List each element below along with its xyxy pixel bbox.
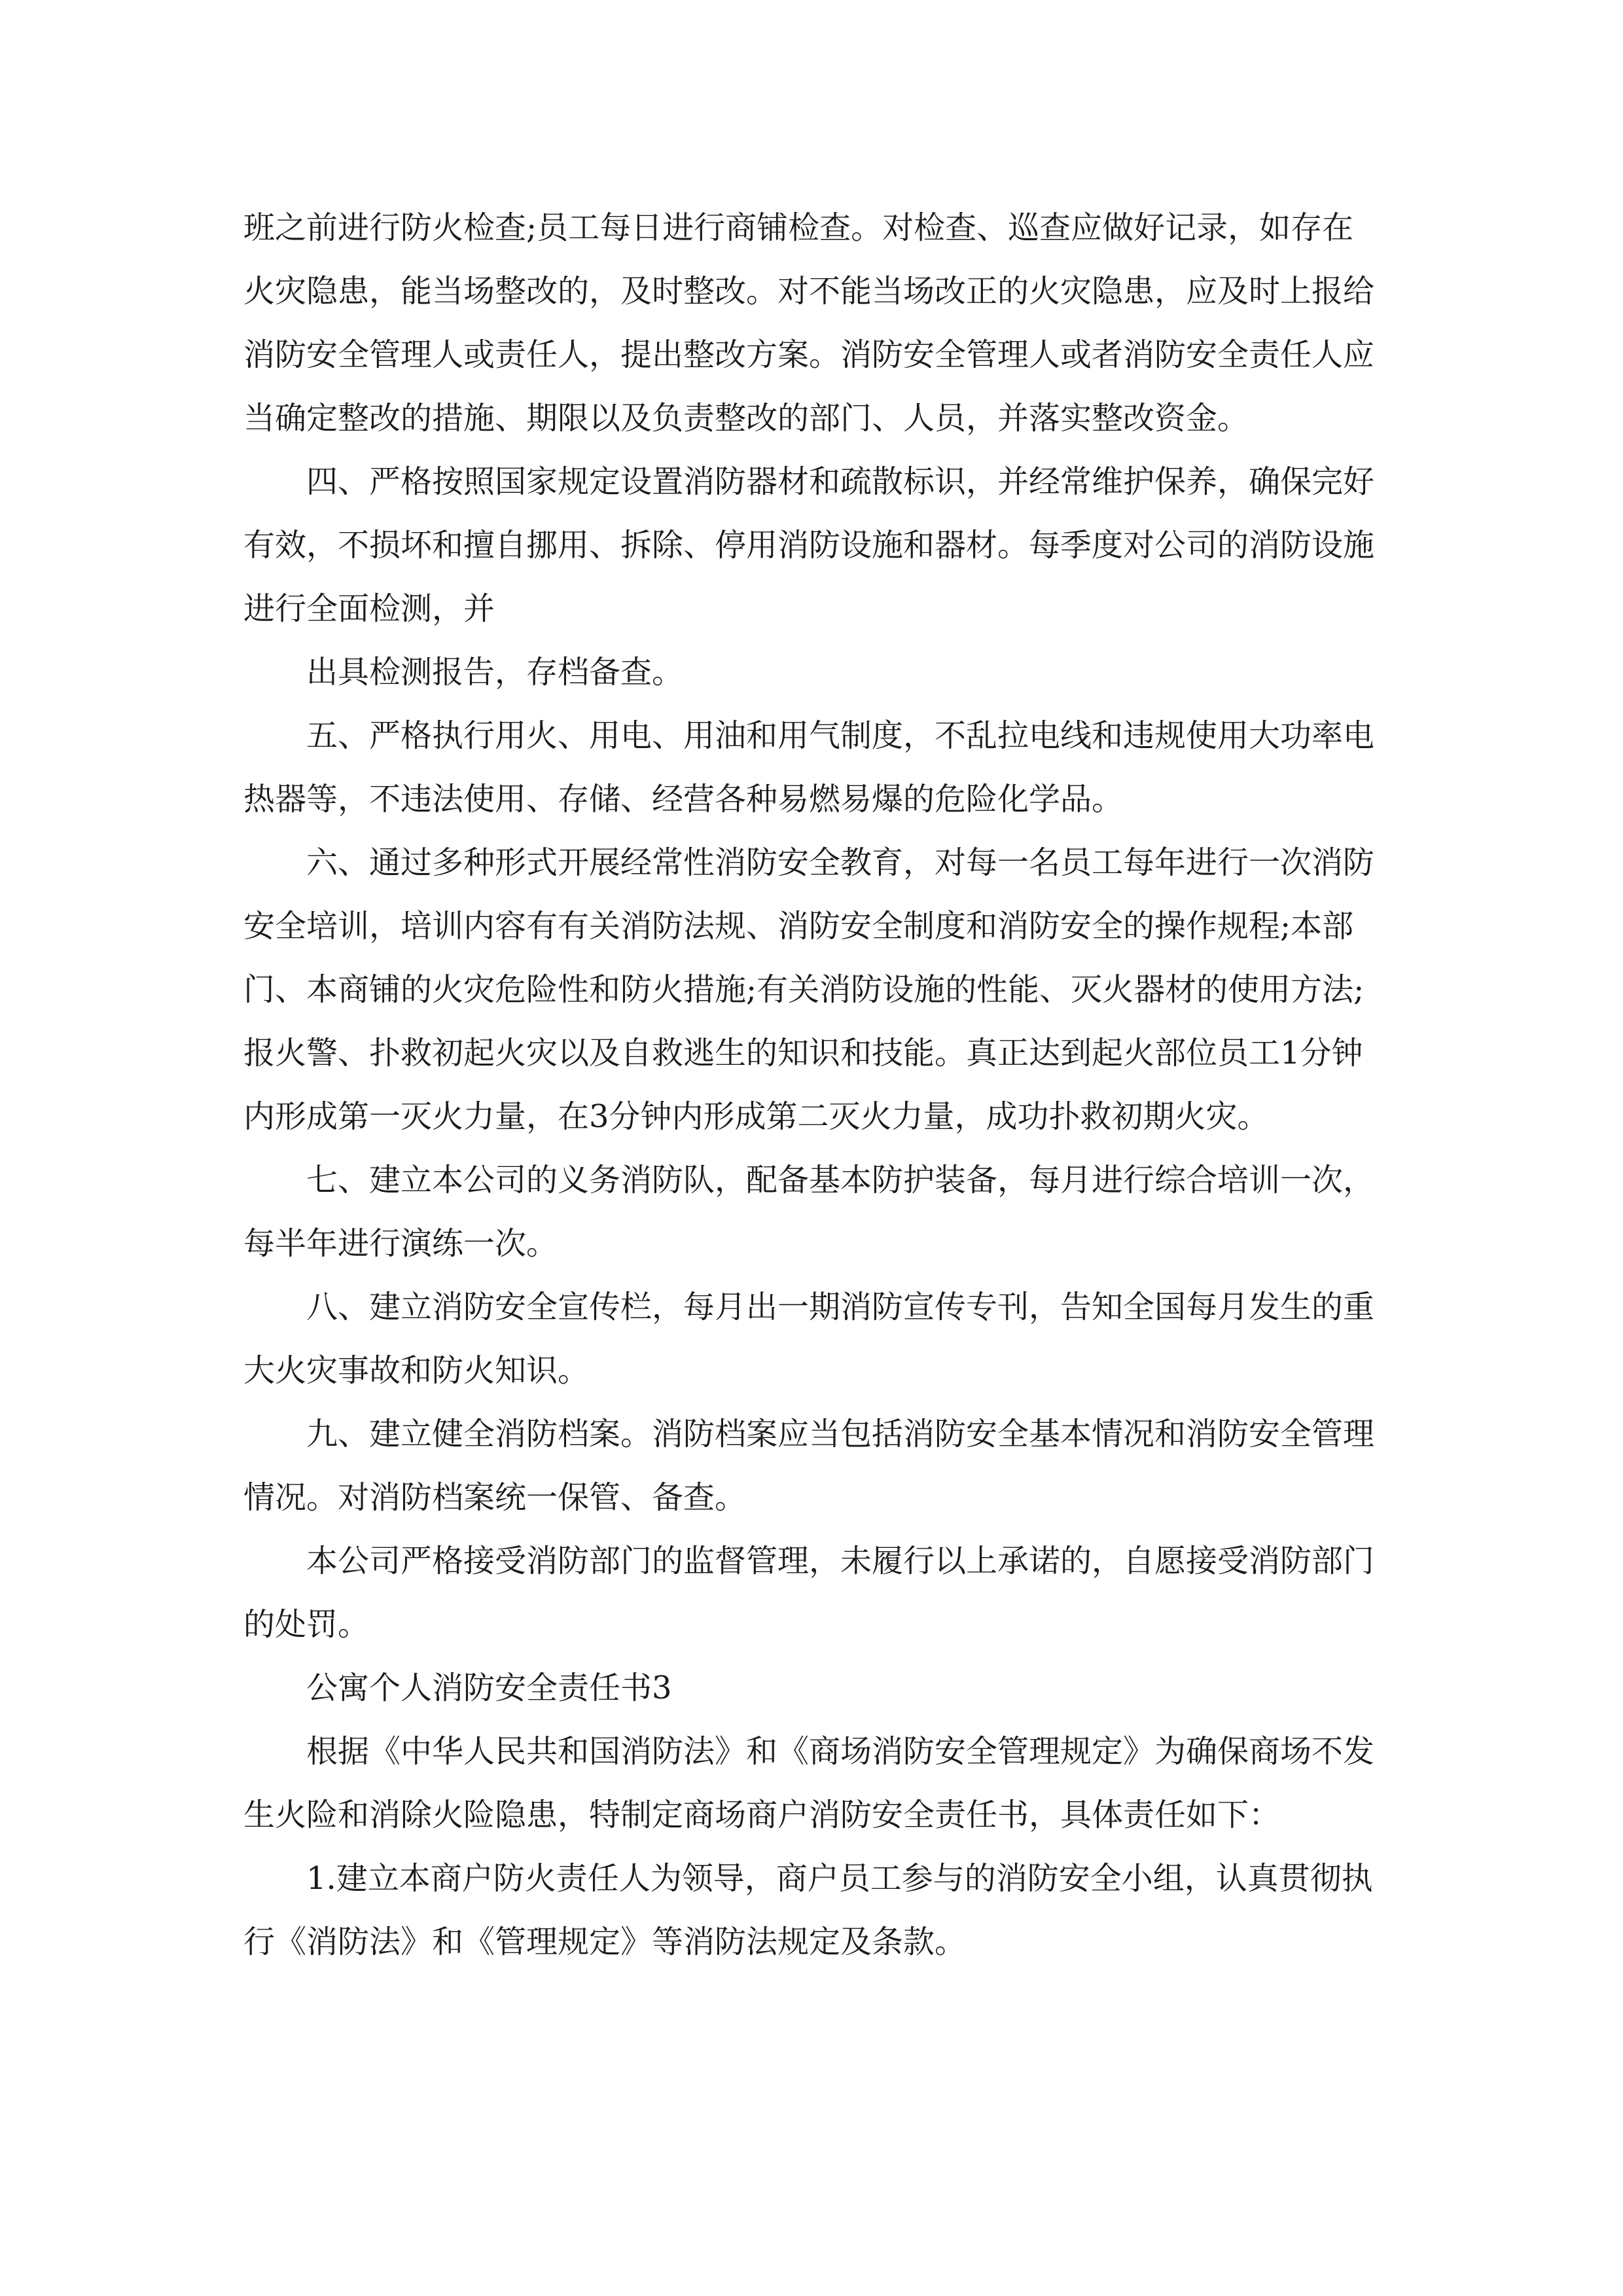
paragraph-item-6: 六、通过多种形式开展经常性消防安全教育，对每一名员工每年进行一次消防安全培训，培训内容有有关消防法规、消防安全制度和消防安全的操作规程;本部门、本商铺的火灾危险性和防火措施;有关消防设施的性能、灭火器材的使用方法;报火警、扑救初起火灾以及自救逃生的知识和技能。真正达到起火部位员工1分钟内形成第一灭火力量，在3分钟内形成第二灭火力量，成功扑救初期火灾。: [243, 844, 1375, 1135]
paragraph-intro: 根据《中华人民共和国消防法》和《商场消防安全管理规定》为确保商场不发生火险和消除火险隐患，特制定商场商户消防安全责任书，具体责任如下：: [243, 1733, 1375, 1833]
paragraph-item-9: 九、建立健全消防档案。消防档案应当包括消防安全基本情况和消防安全管理情况。对消防档案统一保管、备查。: [243, 1416, 1375, 1516]
document-body: [243, 196, 1382, 1974]
paragraph-item-4-continued: 出具检测报告，存档备查。: [306, 654, 684, 691]
paragraph-clause-1: 1.建立本商户防火责任人为领导，商户员工参与的消防安全小组，认真贯彻执行《消防法》和《管理规定》等消防法规定及条款。: [243, 1860, 1373, 1960]
paragraph-continuation: 班之前进行防火检查;员工每日进行商铺检查。对检查、巡查应做好记录，如存在火灾隐患，能当场整改的，及时整改。对不能当场改正的火灾隐患，应及时上报给消防安全管理人或责任人，提出整改方案。消防安全管理人或者消防安全责任人应当确定整改的措施、期限以及负责整改的部门、人员，并落实整改资金。: [243, 209, 1375, 437]
paragraph-item-7: 七、建立本公司的义务消防队，配备基本防护装备，每月进行综合培训一次，每半年进行演练一次。: [243, 1162, 1375, 1262]
paragraph-item-5: 五、严格执行用火、用电、用油和用气制度，不乱拉电线和违规使用大功率电热器等，不违法使用、存储、经营各种易燃易爆的危险化学品。: [243, 717, 1375, 817]
paragraph-item-8: 八、建立消防安全宣传栏，每月出一期消防宣传专刊，告知全国每月发生的重大火灾事故和防火知识。: [243, 1289, 1375, 1389]
paragraph-item-4: 四、严格按照国家规定设置消防器材和疏散标识，并经常维护保养，确保完好有效，不损坏和擅自挪用、拆除、停用消防设施和器材。每季度对公司的消防设施进行全面检测，并: [243, 463, 1375, 627]
section-heading: 公寓个人消防安全责任书3: [306, 1670, 672, 1706]
paragraph-commitment: 本公司严格接受消防部门的监督管理，未履行以上承诺的，自愿接受消防部门的处罚。: [243, 1543, 1375, 1643]
